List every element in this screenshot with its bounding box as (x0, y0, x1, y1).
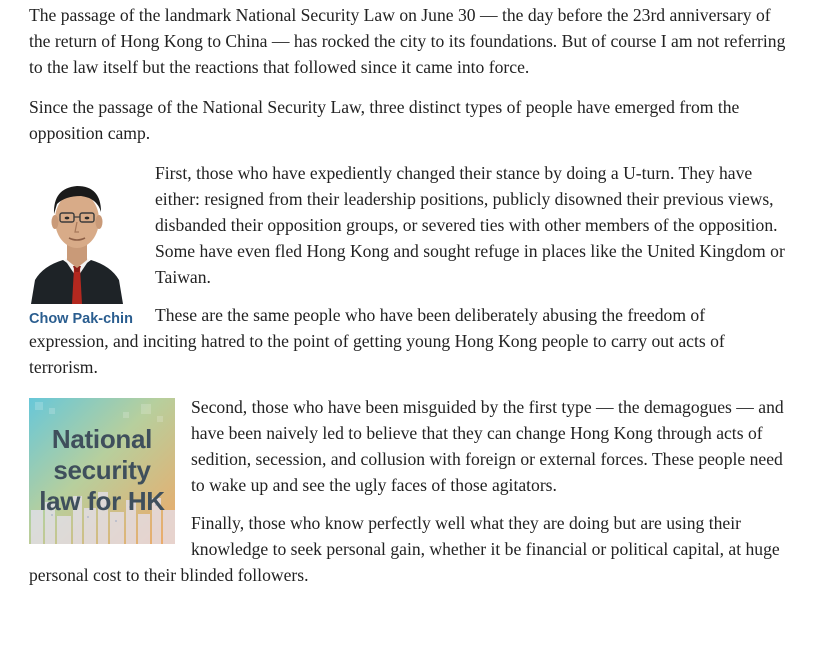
author-photo (29, 170, 125, 304)
paragraph-abuse: These are the same people who have been deliberately abusing the freedom of expression, and inciting hatred to the point of getting young Hong Kong people to carry out acts of terrorism. (29, 305, 725, 377)
nsl-banner-line-2: security (53, 455, 151, 485)
nsl-banner-line-3: law for HK (39, 486, 165, 516)
author-figure (29, 170, 141, 328)
nsl-banner-image (29, 398, 175, 544)
article-body (29, 2, 789, 602)
paragraph-second-type: Second, those who have been misguided by the first type — the demagogues — and have been naively led to believe that they can change Hong Kong through acts of sedition, secession, and collusion with foreign or external forces. These people need to wake up and see the ugly faces of those agitators. (191, 397, 784, 495)
author-caption: Chow Pak-chin (29, 311, 133, 327)
paragraph-intro: The passage of the landmark National Security Law on June 30 — the day before the 23rd anniversary of the return of Hong Kong to China — has rocked the city to its foundations. But of course I am not referring to the law itself but the reactions that followed since it came into force. (29, 5, 786, 77)
paragraph-third-type: Finally, those who know perfectly well what they are doing but are using their knowledge to seek personal gain, whether it be financial or political capital, at huge personal cost to their blinded followers. (29, 513, 780, 585)
paragraph-first-type: First, those who have expediently changed their stance by doing a U-turn. They have either: resigned from their leadership positions, publicly disowned their previous views, disbanded their opposition groups, or severed ties with other members of the opposition. Some have even fled Hong Kong and sought refuge in places like the United Kingdom or Taiwan. (155, 163, 785, 287)
paragraph-types: Since the passage of the National Security Law, three distinct types of people have emerged from the opposition camp. (29, 97, 740, 143)
nsl-banner-line-1: National (51, 424, 153, 454)
nsl-banner-title (29, 424, 175, 517)
